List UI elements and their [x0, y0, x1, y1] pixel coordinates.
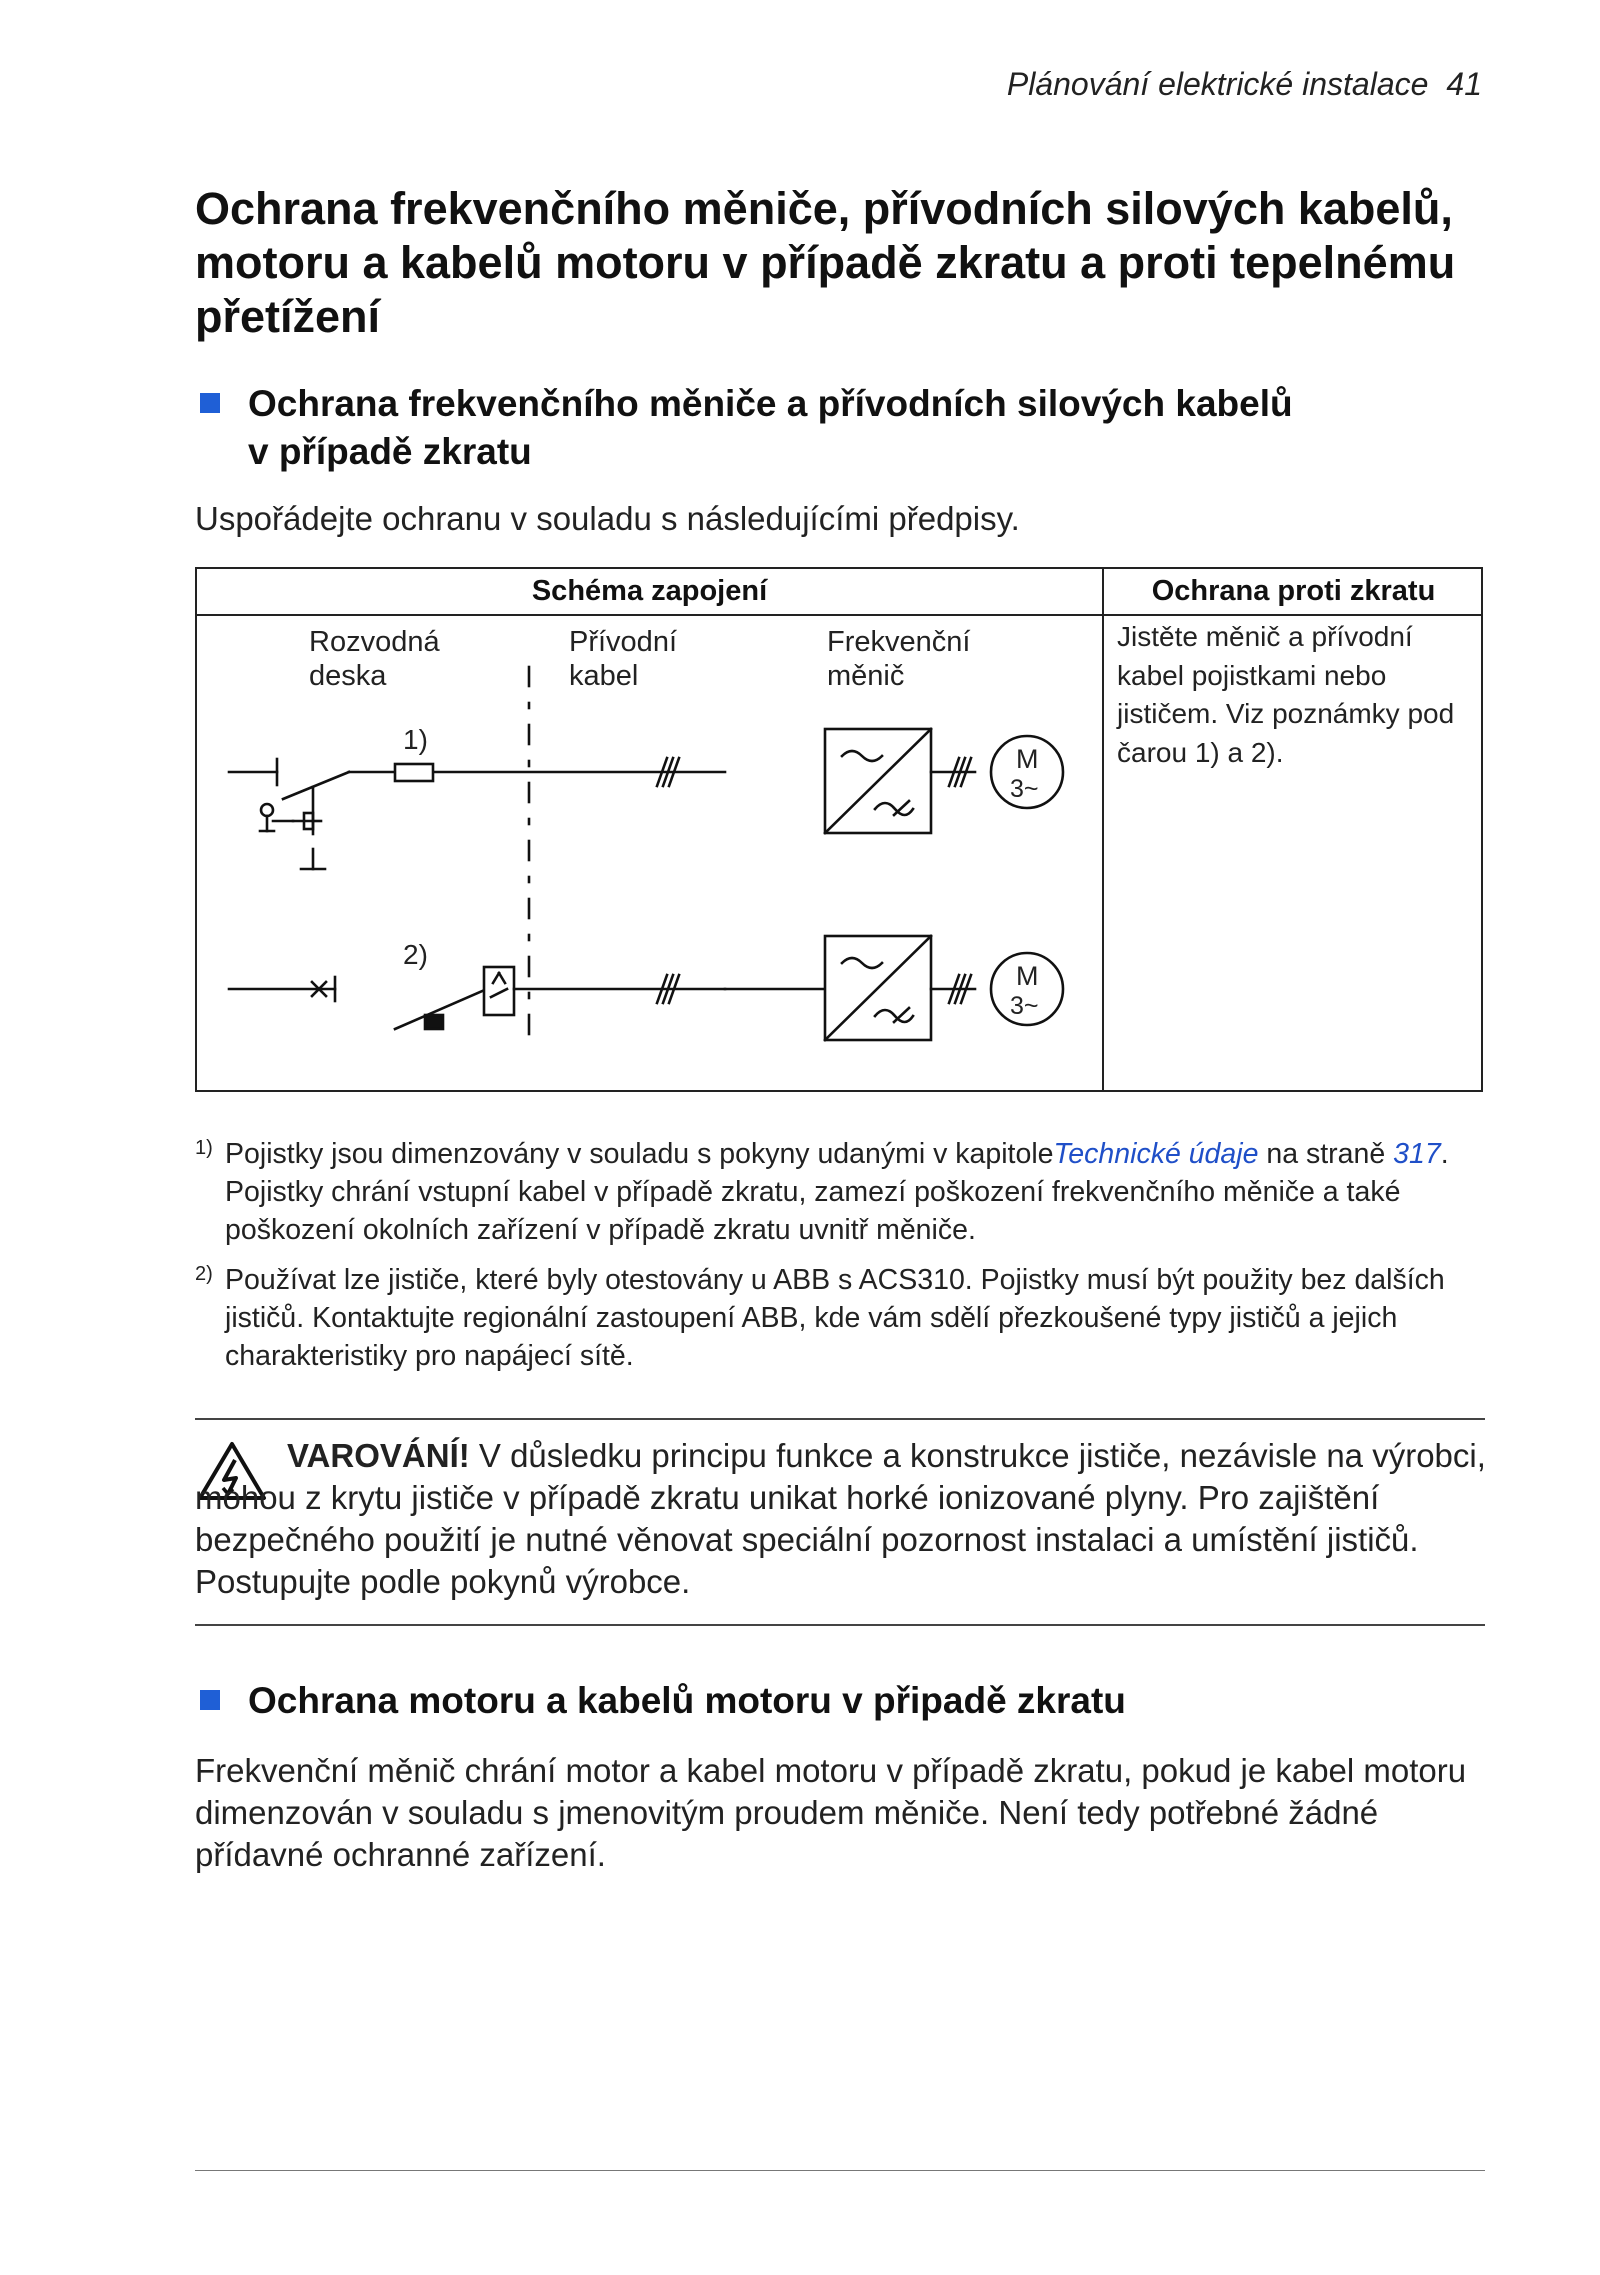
- footnote-1-text: [225, 1135, 1495, 1249]
- warning-top-rule: [195, 1418, 1485, 1420]
- breaker-mark-2: 2): [403, 939, 428, 970]
- label-distribution-board-line2: deska: [309, 660, 387, 692]
- warning-lead: VAROVÁNÍ!: [287, 1437, 470, 1474]
- label-drive-line2: měnič: [827, 660, 905, 692]
- label-supply-cable-line1: Přívodní: [569, 626, 677, 658]
- motor-cable-icon: [931, 736, 1063, 808]
- section1-heading-line1: Ochrana frekvenčního měniče a přívodních silových kabelů: [248, 383, 1293, 424]
- main-heading: Ochrana frekvenčního měniče, přívodních silových kabelů, motoru a kabelů motoru v případě zkratu a proti tepelnému přetížení: [195, 183, 1456, 342]
- section-bullet-icon: [200, 393, 220, 413]
- drive-converter-icon-2: [725, 936, 931, 1040]
- table-header-protection: Ochrana proti zkratu: [1151, 575, 1436, 607]
- protection-table: [195, 567, 1483, 1092]
- section2-heading: Ochrana motoru a kabelů motoru v připadě zkratu: [248, 1680, 1126, 1721]
- fuse-mark-1: 1): [403, 724, 428, 755]
- warning-block: [195, 1435, 1495, 1603]
- footnote-1: [195, 1135, 1495, 1249]
- footnote-1-mark: 1): [195, 1137, 213, 1159]
- footnote-1-text-start: Pojistky jsou dimenzovány v souladu s pokyny udanými v kapitole: [225, 1138, 1054, 1170]
- warning-text: V důsledku principu funkce a konstrukce jističe, nezávisle na výrobci, mohou z krytu jističe v případě zkratu unikat horké ionizované plyny. Pro zajištění bezpečného použití je nutné věnovat speciální pozornost instalaci a umístění jističů. Postupujte podle pokynů výrobce.: [195, 1437, 1486, 1600]
- motor-cable-icon-2: [931, 953, 1063, 1025]
- label-drive-line1: Frekvenční: [827, 626, 971, 658]
- motor-1-phase: 3~: [1010, 775, 1039, 803]
- warning-paragraph: [195, 1435, 1495, 1603]
- footnote-2-mark: 2): [195, 1263, 213, 1285]
- warning-bottom-rule: [195, 1624, 1485, 1626]
- label-distribution-board-line1: Rozvodná: [309, 626, 440, 658]
- link-page-317[interactable]: 317: [1393, 1138, 1441, 1170]
- circuit-breaker-icon: [229, 967, 725, 1029]
- footer-rule: [195, 2170, 1485, 2171]
- section2-body: Frekvenční měnič chrání motor a kabel motoru v případě zkratu, pokud je kabel motoru dimenzován v souladu s jmenovitým proudem měniče. Není tedy potřebné žádné přídavné ochranné zařízení.: [195, 1752, 1467, 1873]
- section2-bullet-icon: [200, 1690, 220, 1710]
- running-header: [1007, 66, 1482, 103]
- motor-2-phase: 3~: [1010, 992, 1039, 1020]
- table-column-divider: [1102, 569, 1104, 1090]
- motor-2-label: M: [1016, 961, 1039, 991]
- table-header-diagram: Schéma zapojení: [531, 575, 768, 607]
- section1-heading-line2: v případě zkratu: [248, 431, 532, 472]
- page-number: 41: [1446, 66, 1482, 102]
- link-technical-data[interactable]: Technické údaje: [1053, 1138, 1259, 1170]
- label-supply-cable-line2: kabel: [569, 660, 639, 692]
- section1-intro: Uspořádejte ochranu v souladu s následujícími předpisy.: [195, 500, 1020, 537]
- motor-1-label: M: [1016, 744, 1039, 774]
- protection-text: Jistěte měnič a přívodní kabel pojistkami nebo jističem. Viz poznámky pod čarou 1) a 2).: [1117, 621, 1455, 768]
- drive-converter-icon: [825, 729, 931, 833]
- wiring-diagram: [197, 569, 1102, 1094]
- footnote-1-text-end: . Pojistky chrání vstupní kabel v případě zkratu, zamezí poškození frekvenčního měniče a také poškození okolních zařízení v případě zkratu uvnitř měniče.: [225, 1138, 1449, 1246]
- switch-fuse-icon: [229, 759, 725, 869]
- running-header-title: Plánování elektrické instalace: [1006, 66, 1429, 102]
- footnote-2: [195, 1261, 1495, 1375]
- footnote-2-text: Používat lze jističe, které byly otestovány u ABB s ACS310. Pojistky musí být použity bez dalších jističů. Kontaktujte regionální zastoupení ABB, kde vám sdělí přezkoušené typy jističů a jejich charakteristiky pro napájecí sítě.: [225, 1264, 1445, 1372]
- section1-heading: [248, 380, 1293, 476]
- footnote-1-text-mid: na straně: [1258, 1138, 1394, 1170]
